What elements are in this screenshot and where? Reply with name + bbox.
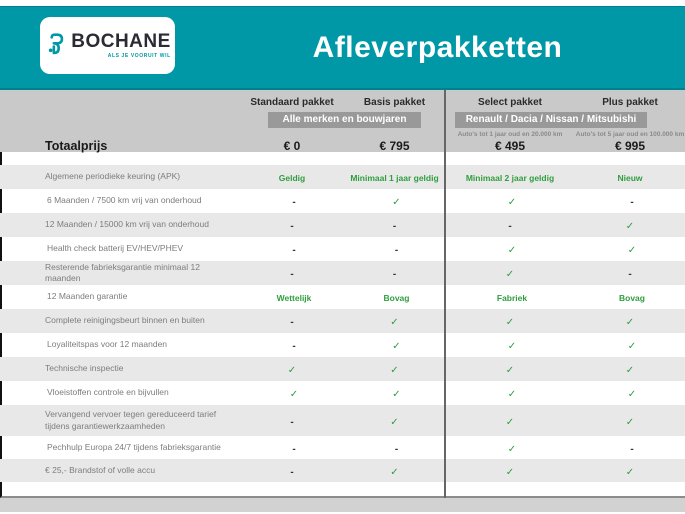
dash-value: - xyxy=(292,341,296,352)
dash-value xyxy=(577,192,685,210)
row-label: 12 Maanden / 15000 km vrij van onderhoud xyxy=(45,219,209,230)
table-row xyxy=(0,357,685,381)
check-icon: ✓ xyxy=(627,389,637,400)
text-value xyxy=(346,288,447,306)
table-row xyxy=(0,237,685,261)
check-icon xyxy=(575,312,685,330)
check-icon xyxy=(445,312,575,330)
dash-value xyxy=(575,264,685,282)
header-bar xyxy=(0,6,685,90)
check-icon: ✓ xyxy=(627,341,637,352)
banner-alle-merken: Alle merken en bouwjaren xyxy=(268,112,421,128)
check-icon xyxy=(344,412,445,430)
column-header-standaard: Standaard pakket xyxy=(250,97,334,108)
bochane-logo xyxy=(40,17,175,74)
check-icon: ✓ xyxy=(625,317,635,328)
dash-value xyxy=(344,216,445,234)
dash-value xyxy=(240,462,344,480)
age-note-row xyxy=(0,129,685,139)
check-icon xyxy=(240,360,344,378)
dash-value xyxy=(240,412,344,430)
row-label: Loyaliteitspas voor 12 maanden xyxy=(47,339,168,350)
dash-value: - xyxy=(394,443,399,455)
brand-name: BOCHANE xyxy=(71,31,171,52)
dash-value xyxy=(240,216,344,234)
check-icon: ✓ xyxy=(625,221,635,232)
dash-value xyxy=(240,312,344,330)
text-value: Wettelijk xyxy=(276,293,312,303)
dash-value xyxy=(346,439,447,457)
check-icon xyxy=(445,264,575,282)
price-standaard: € 0 xyxy=(283,139,301,153)
dash-value: - xyxy=(290,416,294,428)
dash-value: - xyxy=(392,269,397,280)
row-label: Health check batterij EV/HEV/PHEV xyxy=(47,243,184,254)
check-icon: ✓ xyxy=(507,245,517,256)
table-row xyxy=(0,189,685,213)
table-row xyxy=(0,213,685,237)
column-header-select: Select pakket xyxy=(478,97,542,108)
dash-value: - xyxy=(630,197,634,208)
note-plus: Auto's tot 5 jaar oud en 100.000 km xyxy=(575,130,685,138)
price-basis: € 795 xyxy=(379,139,410,153)
total-price-label: Totaalprijs xyxy=(45,139,108,153)
column-header-row xyxy=(0,96,685,109)
dash-value xyxy=(242,240,346,258)
check-icon: ✓ xyxy=(505,466,515,478)
text-value: Bovag xyxy=(383,293,410,303)
table-row xyxy=(0,333,685,357)
dash-value xyxy=(346,240,447,258)
check-icon: ✓ xyxy=(507,197,517,208)
dash-value: - xyxy=(292,197,296,208)
check-icon xyxy=(575,412,685,430)
check-icon xyxy=(445,412,575,430)
check-icon xyxy=(346,192,447,210)
text-value xyxy=(445,168,575,186)
check-icon xyxy=(447,439,577,457)
price-select: € 495 xyxy=(494,139,526,153)
page-title: Afleverpakketten xyxy=(312,31,563,64)
check-icon xyxy=(447,192,577,210)
check-icon: ✓ xyxy=(625,416,635,428)
check-icon: ✓ xyxy=(505,269,515,280)
text-value: Bovag xyxy=(619,293,645,303)
check-icon xyxy=(577,240,685,258)
dash-value xyxy=(445,216,575,234)
check-icon: ✓ xyxy=(390,416,399,428)
table-row xyxy=(0,381,685,405)
table-row xyxy=(0,405,685,436)
note-select: Auto's tot 1 jaar oud en 20.000 km xyxy=(457,130,563,138)
row-label: Algemene periodieke keuring (APK) xyxy=(45,171,181,182)
check-icon xyxy=(346,336,447,354)
dash-value: - xyxy=(290,466,294,478)
row-label: 6 Maanden / 7500 km vrij van onderhoud xyxy=(47,195,202,206)
check-icon: ✓ xyxy=(392,197,401,208)
text-value xyxy=(577,288,685,306)
check-icon: ✓ xyxy=(505,416,515,428)
text-value: Fabriek xyxy=(496,293,528,303)
row-label: Technische inspectie xyxy=(45,363,124,374)
row-label: 12 Maanden garantie xyxy=(47,291,128,302)
check-icon xyxy=(445,462,575,480)
packages-table xyxy=(0,90,685,498)
table-row xyxy=(0,285,685,309)
dash-value xyxy=(344,264,445,282)
text-value xyxy=(575,168,685,186)
check-icon: ✓ xyxy=(625,466,635,478)
check-icon xyxy=(344,462,445,480)
check-icon: ✓ xyxy=(287,365,297,376)
text-value xyxy=(344,168,445,186)
check-icon: ✓ xyxy=(507,443,517,455)
table-header xyxy=(0,90,685,152)
dash-value xyxy=(577,439,685,457)
dash-value xyxy=(240,264,344,282)
text-value: Minimaal 2 jaar geldig xyxy=(465,173,555,183)
feature-rows xyxy=(0,165,685,482)
column-group-divider xyxy=(444,90,446,498)
dash-value: - xyxy=(392,221,397,232)
dash-value: - xyxy=(292,443,296,455)
table-row xyxy=(0,459,685,482)
check-icon: ✓ xyxy=(505,365,515,376)
check-icon: ✓ xyxy=(392,389,401,400)
check-icon xyxy=(575,216,685,234)
check-icon xyxy=(242,384,346,402)
column-header-basis: Basis pakket xyxy=(363,97,426,108)
check-icon xyxy=(344,312,445,330)
text-value xyxy=(242,288,346,306)
dash-value: - xyxy=(290,221,294,232)
check-icon xyxy=(447,240,577,258)
dash-value: - xyxy=(630,443,634,455)
table-end-row xyxy=(0,482,685,498)
check-icon: ✓ xyxy=(507,389,517,400)
bottom-margin xyxy=(0,498,685,512)
table-row xyxy=(0,165,685,189)
check-icon: ✓ xyxy=(390,466,399,478)
banner-renault-brands: Renault / Dacia / Nissan / Mitsubishi xyxy=(455,112,647,128)
table-row xyxy=(0,436,685,459)
text-value: Geldig xyxy=(278,173,306,183)
column-header-plus: Plus pakket xyxy=(602,97,658,108)
check-icon: ✓ xyxy=(507,341,517,352)
dash-value: - xyxy=(628,269,632,280)
brand-banner-row xyxy=(0,112,685,128)
check-icon xyxy=(445,360,575,378)
text-value: Minimaal 1 jaar geldig xyxy=(350,173,439,183)
bochane-logo-icon xyxy=(44,32,68,60)
total-price-row xyxy=(0,139,685,152)
check-icon: ✓ xyxy=(289,389,299,400)
dash-value: - xyxy=(508,221,512,232)
check-icon xyxy=(346,384,447,402)
dash-value: - xyxy=(292,245,296,256)
price-plus: € 995 xyxy=(614,139,646,153)
table-row xyxy=(0,309,685,333)
dash-value: - xyxy=(290,317,294,328)
text-value xyxy=(447,288,577,306)
check-icon: ✓ xyxy=(390,365,399,376)
text-value xyxy=(240,168,344,186)
brand-tagline: ALS JE VOORUIT WIL xyxy=(107,53,171,59)
check-icon xyxy=(575,462,685,480)
check-icon: ✓ xyxy=(505,317,515,328)
dash-value xyxy=(242,336,346,354)
label-column-spacer xyxy=(0,112,240,128)
dash-value: - xyxy=(290,269,294,280)
table-row xyxy=(0,261,685,285)
row-label: Vervangend vervoer tegen gereduceerd tarief tijdens garantiewerkzaamheden xyxy=(45,409,217,431)
logo-text xyxy=(71,32,171,59)
check-icon xyxy=(577,384,685,402)
check-icon: ✓ xyxy=(627,245,637,256)
check-icon xyxy=(575,360,685,378)
row-label: Complete reinigingsbeurt binnen en buiten xyxy=(45,315,205,326)
row-label: € 25,- Brandstof of volle accu xyxy=(45,464,156,475)
text-value: Nieuw xyxy=(617,173,643,183)
check-icon xyxy=(344,360,445,378)
check-icon: ✓ xyxy=(390,317,399,328)
check-icon xyxy=(447,336,577,354)
dash-value xyxy=(242,439,346,457)
row-label: Pechhulp Europa 24/7 tijdens fabrieksgarantie xyxy=(47,441,221,452)
check-icon xyxy=(577,336,685,354)
check-icon: ✓ xyxy=(625,365,635,376)
check-icon xyxy=(447,384,577,402)
row-label: Resterende fabrieksgarantie minimaal 12 maanden xyxy=(45,261,200,283)
dash-value xyxy=(242,192,346,210)
spacer-row xyxy=(0,152,685,165)
row-label: Vloeistoffen controle en bijvullen xyxy=(47,387,169,398)
check-icon: ✓ xyxy=(392,341,401,352)
dash-value: - xyxy=(394,245,399,256)
